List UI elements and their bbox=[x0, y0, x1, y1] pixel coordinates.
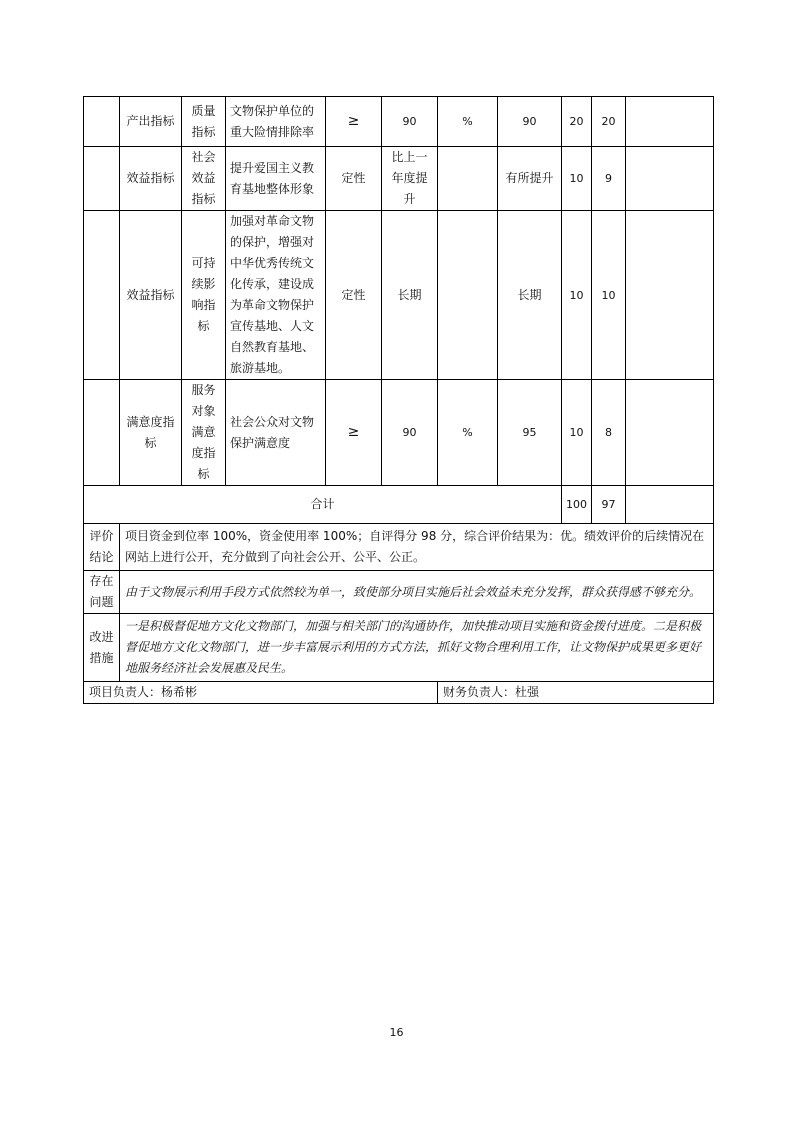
level2-cell: 满意度指标 bbox=[120, 380, 182, 486]
performance-table bbox=[83, 96, 714, 704]
weight-cell: 10 bbox=[562, 380, 592, 486]
project-leader: 项目负责人：杨希彬 bbox=[84, 682, 438, 704]
indicator-cell: 文物保护单位的重大险情排除率 bbox=[226, 97, 326, 147]
indicator-cell: 提升爱国主义教育基地整体形象 bbox=[226, 147, 326, 211]
level2-cell: 效益指标 bbox=[120, 147, 182, 211]
category-cell bbox=[84, 211, 120, 380]
page-number: 16 bbox=[389, 1026, 404, 1039]
indicator-cell: 社会公众对文物保护满意度 bbox=[226, 380, 326, 486]
symbol-cell: 定性 bbox=[326, 211, 382, 380]
problems-label: 存在问题 bbox=[84, 571, 120, 614]
weight-cell: 10 bbox=[562, 147, 592, 211]
table-row bbox=[84, 380, 714, 486]
weight-cell: 20 bbox=[562, 97, 592, 147]
level2-cell: 效益指标 bbox=[120, 211, 182, 380]
evaluation-row bbox=[84, 524, 714, 571]
unit-cell bbox=[438, 211, 498, 380]
note-cell bbox=[626, 380, 714, 486]
weight-cell: 10 bbox=[562, 211, 592, 380]
total-score: 97 bbox=[592, 486, 626, 524]
target-cell: 90 bbox=[382, 97, 438, 147]
measures-label: 改进措施 bbox=[84, 614, 120, 682]
total-weight: 100 bbox=[562, 486, 592, 524]
unit-cell bbox=[438, 147, 498, 211]
score-cell: 8 bbox=[592, 380, 626, 486]
finance-leader: 财务负责人：杜强 bbox=[438, 682, 714, 704]
unit-cell: % bbox=[438, 380, 498, 486]
category-cell bbox=[84, 147, 120, 211]
target-cell: 比上一年度提升 bbox=[382, 147, 438, 211]
symbol-cell: ≥ bbox=[326, 97, 382, 147]
actual-cell: 95 bbox=[498, 380, 562, 486]
target-cell: 90 bbox=[382, 380, 438, 486]
problems-row bbox=[84, 571, 714, 614]
target-cell: 长期 bbox=[382, 211, 438, 380]
level3-cell: 质量指标 bbox=[182, 97, 226, 147]
problems-text: 由于文物展示利用手段方式依然较为单一，致使部分项目实施后社会效益未充分发挥，群众获得感不够充分。 bbox=[120, 571, 714, 614]
indicator-cell: 加强对革命文物的保护，增强对中华优秀传统文化传承，建设成为革命文物保护宣传基地、人文自然教育基地、旅游基地。 bbox=[226, 211, 326, 380]
unit-cell: % bbox=[438, 97, 498, 147]
category-cell bbox=[84, 380, 120, 486]
symbol-cell: ≥ bbox=[326, 380, 382, 486]
note-cell bbox=[626, 97, 714, 147]
level3-cell: 社会效益指标 bbox=[182, 147, 226, 211]
actual-cell: 有所提升 bbox=[498, 147, 562, 211]
table-row bbox=[84, 97, 714, 147]
score-cell: 9 bbox=[592, 147, 626, 211]
symbol-cell: 定性 bbox=[326, 147, 382, 211]
score-cell: 10 bbox=[592, 211, 626, 380]
score-cell: 20 bbox=[592, 97, 626, 147]
evaluation-label: 评价结论 bbox=[84, 524, 120, 571]
note-cell bbox=[626, 211, 714, 380]
note-cell bbox=[626, 147, 714, 211]
signature-row bbox=[84, 682, 714, 704]
category-cell bbox=[84, 97, 120, 147]
table-row bbox=[84, 147, 714, 211]
level3-cell: 可持续影响指标 bbox=[182, 211, 226, 380]
actual-cell: 长期 bbox=[498, 211, 562, 380]
table-row bbox=[84, 211, 714, 380]
evaluation-text: 项目资金到位率 100%，资金使用率 100%；自评得分 98 分，综合评价结果为：优。绩效评价的后续情况在网站上进行公开，充分做到了向社会公开、公平、公正。 bbox=[120, 524, 714, 571]
actual-cell: 90 bbox=[498, 97, 562, 147]
total-row bbox=[84, 486, 714, 524]
total-label: 合计 bbox=[84, 486, 562, 524]
level3-cell: 服务对象满意度指标 bbox=[182, 380, 226, 486]
measures-row bbox=[84, 614, 714, 682]
total-note bbox=[626, 486, 714, 524]
measures-text: 一是积极督促地方文化文物部门，加强与相关部门的沟通协作，加快推动项目实施和资金拨付进度。二是积极督促地方文化文物部门，进一步丰富展示利用的方式方法，抓好文物合理利用工作，让文物保护成果更多更好地服务经济社会发展惠及民生。 bbox=[120, 614, 714, 682]
level2-cell: 产出指标 bbox=[120, 97, 182, 147]
